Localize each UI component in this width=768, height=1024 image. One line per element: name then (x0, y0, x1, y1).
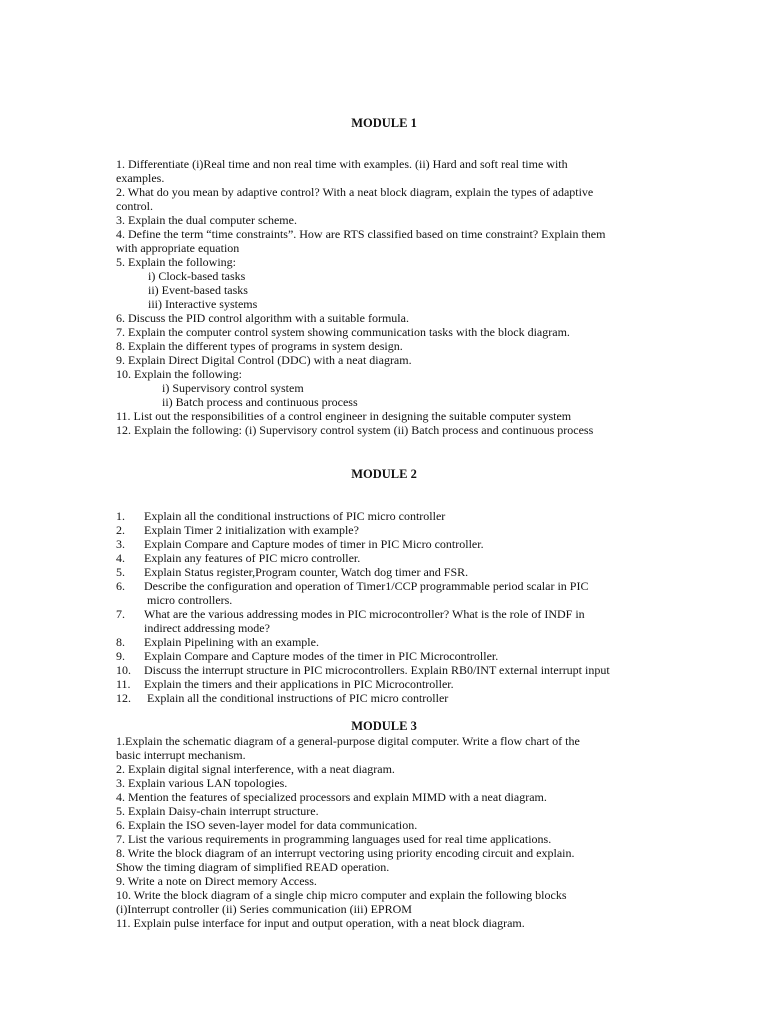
module-2-item: 12. Explain all the conditional instructions of PIC micro controller (116, 691, 449, 705)
module-2-item: 10. Discuss the interrupt structure in PIC microcontrollers. Explain RB0/INT external interrupt input (116, 663, 610, 677)
question-2-line-2: control. (116, 199, 153, 213)
module-3-line: 7. List the various requirements in programming languages used for real time applications. (116, 832, 552, 846)
module-2-item: 1. Explain all the conditional instructions of PIC micro controller (116, 509, 446, 523)
module-1-questions (116, 157, 656, 437)
module-2-item: 4. Explain any features of PIC micro controller. (116, 551, 361, 565)
question-11: 11. List out the responsibilities of a control engineer in designing the suitable computer system (116, 409, 572, 423)
module-2-item: 6. Describe the configuration and operation of Timer1/CCP programmable period scalar in PIC (116, 579, 589, 593)
module-2-questions (116, 509, 656, 705)
question-5-sub-ii: ii) Event-based tasks (148, 283, 248, 297)
module-3-line: 4. Mention the features of specialized processors and explain MIMD with a neat diagram. (116, 790, 547, 804)
question-1-line-1: 1. Differentiate (i)Real time and non real time with examples. (ii) Hard and soft real time with (116, 157, 568, 171)
question-4-line-1: 4. Define the term “time constraints”. How are RTS classified based on time constraint? Explain them (116, 227, 606, 241)
module-2-item: 8. Explain Pipelining with an example. (116, 635, 319, 649)
question-3: 3. Explain the dual computer scheme. (116, 213, 297, 227)
module-2-item-continuation: indirect addressing mode? (144, 621, 270, 635)
question-10-sub-ii: ii) Batch process and continuous process (162, 395, 358, 409)
module-2-item: 2. Explain Timer 2 initialization with example? (116, 523, 359, 537)
module-2-heading: MODULE 2 (351, 467, 417, 481)
question-4-line-2: with appropriate equation (116, 241, 240, 255)
module-2-item: 11. Explain the timers and their applications in PIC Microcontroller. (116, 677, 454, 691)
module-2-item: 3. Explain Compare and Capture modes of timer in PIC Micro controller. (116, 537, 484, 551)
module-3-line: 2. Explain digital signal interference, with a neat diagram. (116, 762, 395, 776)
question-5-sub-i: i) Clock-based tasks (148, 269, 246, 283)
module-1-heading: MODULE 1 (351, 116, 417, 130)
module-3-line: 9. Write a note on Direct memory Access. (116, 874, 317, 888)
module-3-heading: MODULE 3 (351, 719, 417, 733)
module-2-item-continuation: micro controllers. (144, 593, 233, 607)
question-1-line-2: examples. (116, 171, 165, 185)
module-2-item: 7. What are the various addressing modes in PIC microcontroller? What is the role of INDF in (116, 607, 585, 621)
module-3-line: 3. Explain various LAN topologies. (116, 776, 288, 790)
question-5-sub-iii: iii) Interactive systems (148, 297, 258, 311)
module-3-line: 1.Explain the schematic diagram of a general-purpose digital computer. Write a flow chart of the (116, 734, 580, 748)
module-2-item: 9. Explain Compare and Capture modes of the timer in PIC Microcontroller. (116, 649, 499, 663)
question-2-line-1: 2. What do you mean by adaptive control? With a neat block diagram, explain the types of adaptive (116, 185, 594, 199)
question-10-sub-i: i) Supervisory control system (162, 381, 304, 395)
question-6: 6. Discuss the PID control algorithm with a suitable formula. (116, 311, 409, 325)
module-3-line: basic interrupt mechanism. (116, 748, 246, 762)
module-3-line: 5. Explain Daisy-chain interrupt structure. (116, 804, 319, 818)
module-2-item: 5. Explain Status register,Program counter, Watch dog timer and FSR. (116, 565, 469, 579)
module-3-line: 11. Explain pulse interface for input and output operation, with a neat block diagram. (116, 916, 525, 930)
question-7: 7. Explain the computer control system showing communication tasks with the block diagram. (116, 325, 570, 339)
module-3-line: 10. Write the block diagram of a single chip micro computer and explain the following blocks (116, 888, 567, 902)
question-9: 9. Explain Direct Digital Control (DDC) with a neat diagram. (116, 353, 412, 367)
module-3-line: (i)Interrupt controller (ii) Series communication (iii) EPROM (116, 902, 412, 916)
question-10: 10. Explain the following: (116, 367, 242, 381)
module-3-line: 8. Write the block diagram of an interrupt vectoring using priority encoding circuit and explain. (116, 846, 575, 860)
module-3-line: Show the timing diagram of simplified READ operation. (116, 860, 390, 874)
module-3-questions (116, 734, 656, 930)
module-3-line: 6. Explain the ISO seven-layer model for data communication. (116, 818, 418, 832)
question-8: 8. Explain the different types of programs in system design. (116, 339, 403, 353)
question-5: 5. Explain the following: (116, 255, 236, 269)
question-12: 12. Explain the following: (i) Supervisory control system (ii) Batch process and continuous process (116, 423, 594, 437)
